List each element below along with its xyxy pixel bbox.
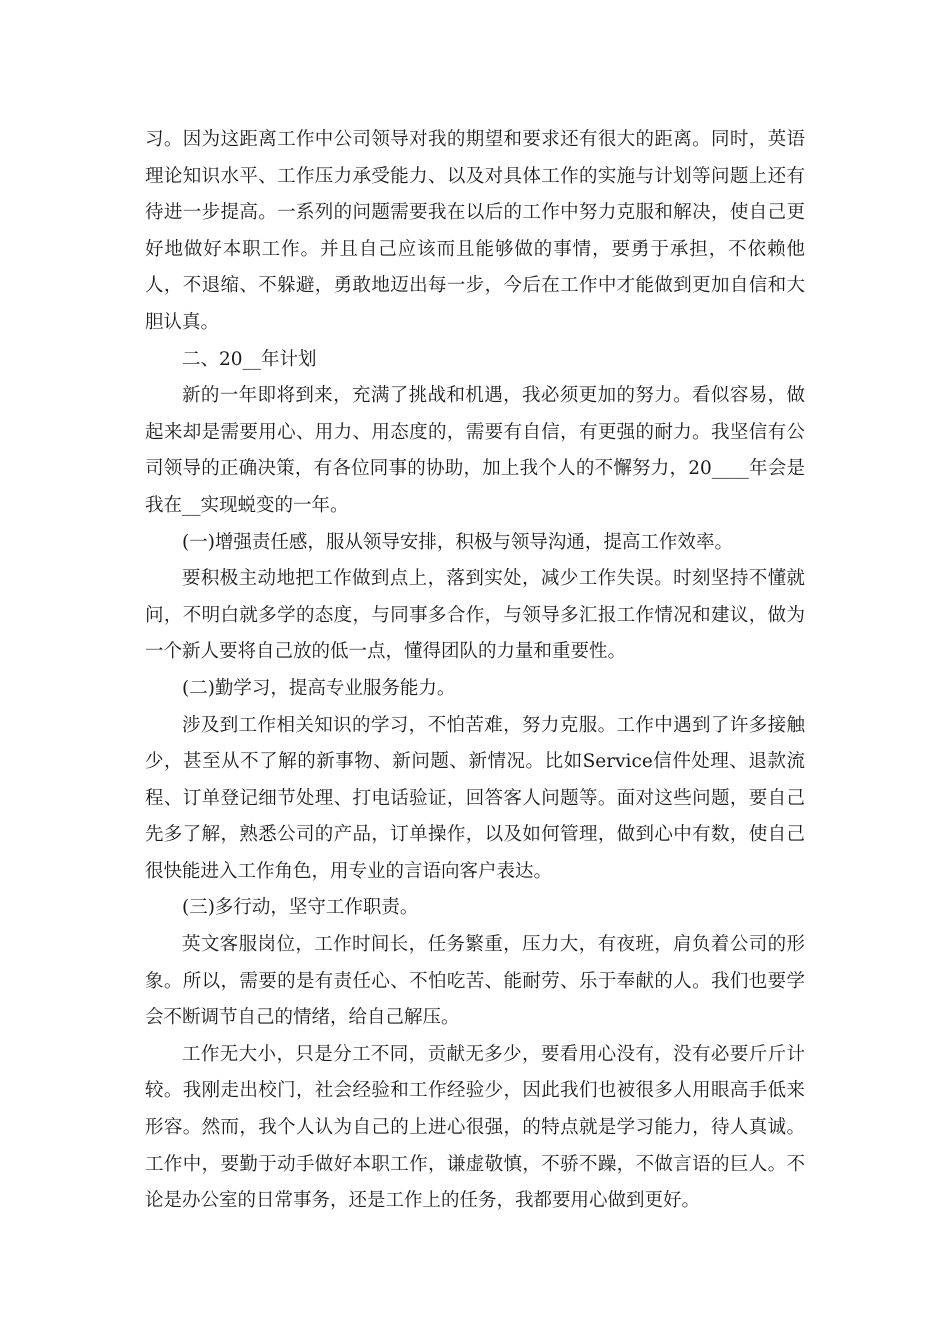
paragraph-attitude: 工作无大小，只是分工不同，贡献无多少，要看用心没有，没有必要斤斤计较。我刚走出校门，社会经验和工作经验少，因此我们也被很多人用眼高手低来形容。然而，我个人认为自己的上进心很强，的特点就是学习能力，待人真诚。工作中，要勤于动手做好本职工作，谦虚敬慎，不骄不躁，不做言语的巨人。不论是办公室的日常事务，还是工作上的任务，我都要用心做到更好。 bbox=[145, 1043, 805, 1212]
section-heading-plan: 二、20__年计划 bbox=[182, 348, 317, 370]
paragraph-continuation: 习。因为这距离工作中公司领导对我的期望和要求还有很大的距离。同时，英语理论知识水平、工作压力承受能力、以及对具体工作的实施与计划等问题上还有待进一步提高。一系列的问题需要我在以后的工作中努力克服和解决，使自己更好地做好本职工作。并且自己应该而且能够做的事情，要勇于承担，不依赖他人，不退缩、不躲避，勇敢地迈出每一步，今后在工作中才能做到更加自信和大胆认真。 bbox=[145, 129, 805, 333]
subheading-study: (二)勤学习，提高专业服务能力。 bbox=[182, 677, 456, 699]
paragraph-plan-intro: 新的一年即将到来，充满了挑战和机遇，我必须更加的努力。看似容易，做起来却是需要用心、用力、用态度的，需要有自信，有更强的耐力。我坚信有公司领导的正确决策，有各位同事的协助，加上我个人的不懈努力，20____年会是我在__实现蜕变的一年。 bbox=[145, 385, 805, 516]
paragraph-study: 涉及到工作相关知识的学习，不怕苦难，努力克服。工作中遇到了许多接触少，甚至从不了解的新事物、新问题、新情况。比如Service信件处理、退款流程、订单登记细节处理、打电话验证，回答客人问题等。面对这些问题，要自己先多了解，熟悉公司的产品，订单操作，以及如何管理，做到心中有数，使自己很快能进入工作角色，用专业的言语向客户表达。 bbox=[145, 714, 805, 882]
subheading-responsibility: (一)增强责任感，服从领导安排，积极与领导沟通，提高工作效率。 bbox=[182, 531, 733, 553]
paragraph-action: 英文客服岗位，工作时间长，任务繁重，压力大，有夜班，肩负着公司的形象。所以，需要的是有责任心、不怕吃苦、能耐劳、乐于奉献的人。我们也要学会不断调节自己的情绪，给自己解压。 bbox=[145, 934, 805, 1029]
paragraph-responsibility: 要积极主动地把工作做到点上，落到实处，减少工作失误。时刻坚持不懂就问，不明白就多学的态度，与同事多合作，与领导多汇报工作情况和建议，做为一个新人要将自己放的低一点，懂得团队的力量和重要性。 bbox=[145, 568, 805, 663]
document-body bbox=[145, 122, 805, 1220]
subheading-action: (三)多行动，坚守工作职责。 bbox=[182, 897, 419, 919]
